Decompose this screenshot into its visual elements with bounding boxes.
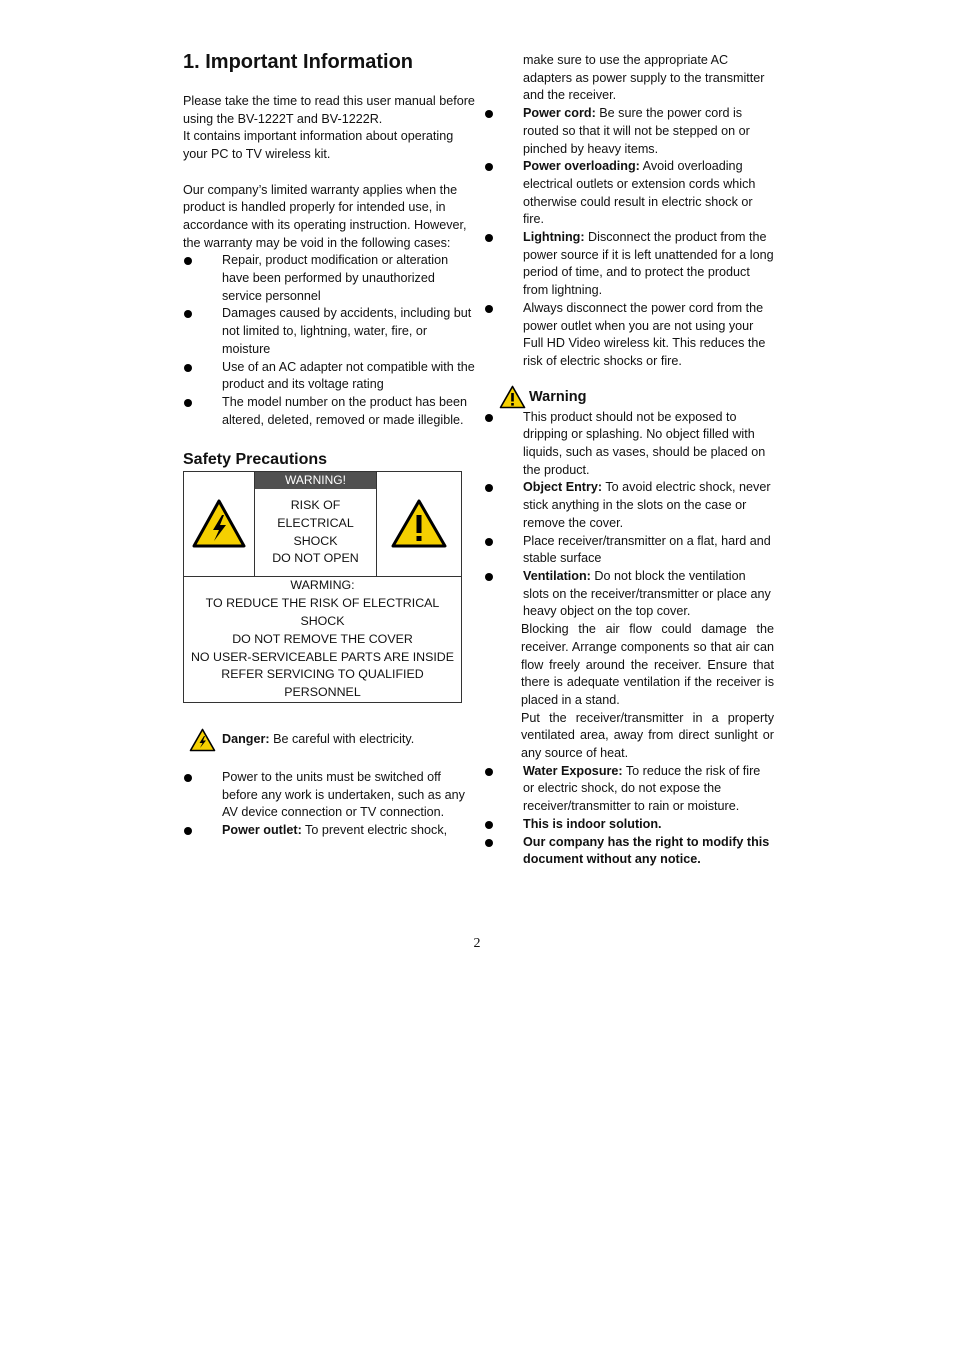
danger-label: Danger: — [222, 732, 270, 747]
list-item: Place receiver/transmitter on a flat, hard and stable surface — [484, 533, 774, 568]
list-item: Power cord: Be sure the power cord is routed so that it will not be stepped on or pinched by heavy items. — [484, 105, 774, 158]
electric-hazard-icon — [191, 498, 247, 550]
intro-paragraph: It contains important information about operating your PC to TV wireless kit. — [183, 129, 454, 162]
bullet-icon — [485, 305, 493, 313]
list-item: Damages caused by accidents, including but not limited to, lightning, water, fire, or moisture — [183, 305, 475, 358]
bullet-icon — [184, 310, 192, 318]
bullet-icon — [485, 163, 493, 171]
bullet-icon — [485, 414, 493, 422]
bullet-icon — [485, 573, 493, 581]
label-warning-line: PERSONNEL — [284, 685, 361, 700]
danger-note — [189, 728, 475, 752]
list-item: Use of an AC adapter not compatible with the product and its voltage rating — [183, 359, 475, 394]
list-item: Always disconnect the power cord from the power outlet when you are not using your Full HD Video wireless kit. This reduces the risk of electric shocks or fire. — [484, 300, 774, 371]
warning-title: Warning — [529, 388, 587, 405]
bullet-icon — [184, 399, 192, 407]
bullet-icon — [485, 538, 493, 546]
electric-hazard-icon — [189, 728, 216, 752]
label-line: DO NOT OPEN — [272, 551, 359, 566]
list-item: Ventilation: Do not block the ventilation slots on the receiver/transmitter or place any heavy object on the top cover. — [484, 568, 774, 621]
safety-title: Safety Precautions — [183, 451, 328, 469]
intro-paragraph: Please take the time to read this user manual before using the BV-1222T and BV-1222R. — [183, 94, 475, 126]
bullet-icon — [184, 364, 192, 372]
bullet-icon — [184, 774, 192, 782]
ventilation-paragraph: Put the receiver/transmitter in a property ventilated area, away from direct sunlight or any source of heat. — [521, 710, 774, 761]
bullet-icon — [485, 484, 493, 492]
ventilation-paragraph: Blocking the air flow could damage the receiver. Arrange components so that air can flow freely around the receiver. Ensure that there is adequate ventilation if the receiver is placed in a stand. — [521, 622, 774, 707]
list-item: Our company has the right to modify this document without any notice. — [484, 834, 774, 869]
label-warning-line: REFER SERVICING TO QUALIFIED — [221, 667, 424, 682]
label-header: WARNING! — [255, 472, 376, 489]
label-warning-line: NO USER-SERVICEABLE PARTS ARE INSIDE — [190, 649, 455, 664]
list-item: This is indoor solution. — [484, 816, 774, 834]
left-column — [183, 48, 475, 840]
shock-warning-label — [183, 471, 462, 703]
void-cases-list — [183, 252, 475, 429]
label-line: ELECTRICAL — [277, 516, 354, 531]
caution-icon — [499, 385, 526, 409]
list-item: Object Entry: To avoid electric shock, never stick anything in the slots on the case or remove the cover. — [484, 479, 774, 532]
bullet-icon — [485, 768, 493, 776]
warning-list — [484, 409, 774, 869]
danger-text: Be careful with electricity. — [269, 732, 415, 747]
list-item: Lightning: Disconnect the product from the power source if it is left unattended for a long period of time, and to protect the product from lightning. — [484, 229, 774, 300]
caution-icon — [390, 498, 448, 550]
label-warning-line: TO REDUCE THE RISK OF ELECTRICAL SHOCK — [205, 596, 440, 628]
bullet-icon — [184, 257, 192, 265]
warranty-paragraph: Our company’s limited warranty applies when the product is handled properly for intended use, in accordance with its operating instruction. However, the warranty may be void in the following cases: — [183, 182, 467, 250]
right-column — [484, 52, 774, 869]
list-item: Power overloading: Avoid overloading electrical outlets or extension cords which otherwise could result in electric shock or fire. — [484, 158, 774, 229]
list-item: Power outlet: To prevent electric shock, — [183, 822, 475, 840]
page-number: 2 — [473, 936, 481, 951]
list-item-continued: make sure to use the appropriate AC adapters as power supply to the transmitter and the receiver. — [523, 53, 765, 103]
list-item: This product should not be exposed to dripping or splashing. No object filled with liquids, such as vases, should be placed on the product. — [484, 409, 774, 480]
safety-list — [484, 52, 774, 371]
list-item: Power to the units must be switched off before any work is undertaken, such as any AV device connection or TV connection. — [183, 769, 475, 822]
warning-heading — [499, 385, 774, 409]
list-item: Water Exposure: To reduce the risk of fire or electric shock, do not expose the receiver/transmitter to rain or moisture. — [484, 763, 774, 816]
bullet-icon — [485, 821, 493, 829]
bullet-icon — [485, 110, 493, 118]
label-warning-line: DO NOT REMOVE THE COVER — [232, 631, 413, 646]
bullet-icon — [485, 839, 493, 847]
label-line: SHOCK — [293, 533, 338, 548]
bullet-icon — [485, 234, 493, 242]
bullet-icon — [184, 827, 192, 835]
power-list — [183, 769, 475, 840]
list-item: The model number on the product has been altered, deleted, removed or made illegible. — [183, 394, 475, 429]
list-item: Repair, product modification or alteration have been performed by unauthorized service personnel — [183, 252, 475, 305]
label-warning-line: WARMING: — [290, 578, 355, 593]
label-line: RISK OF — [290, 498, 341, 513]
section-title: 1. Important Information — [183, 51, 413, 73]
